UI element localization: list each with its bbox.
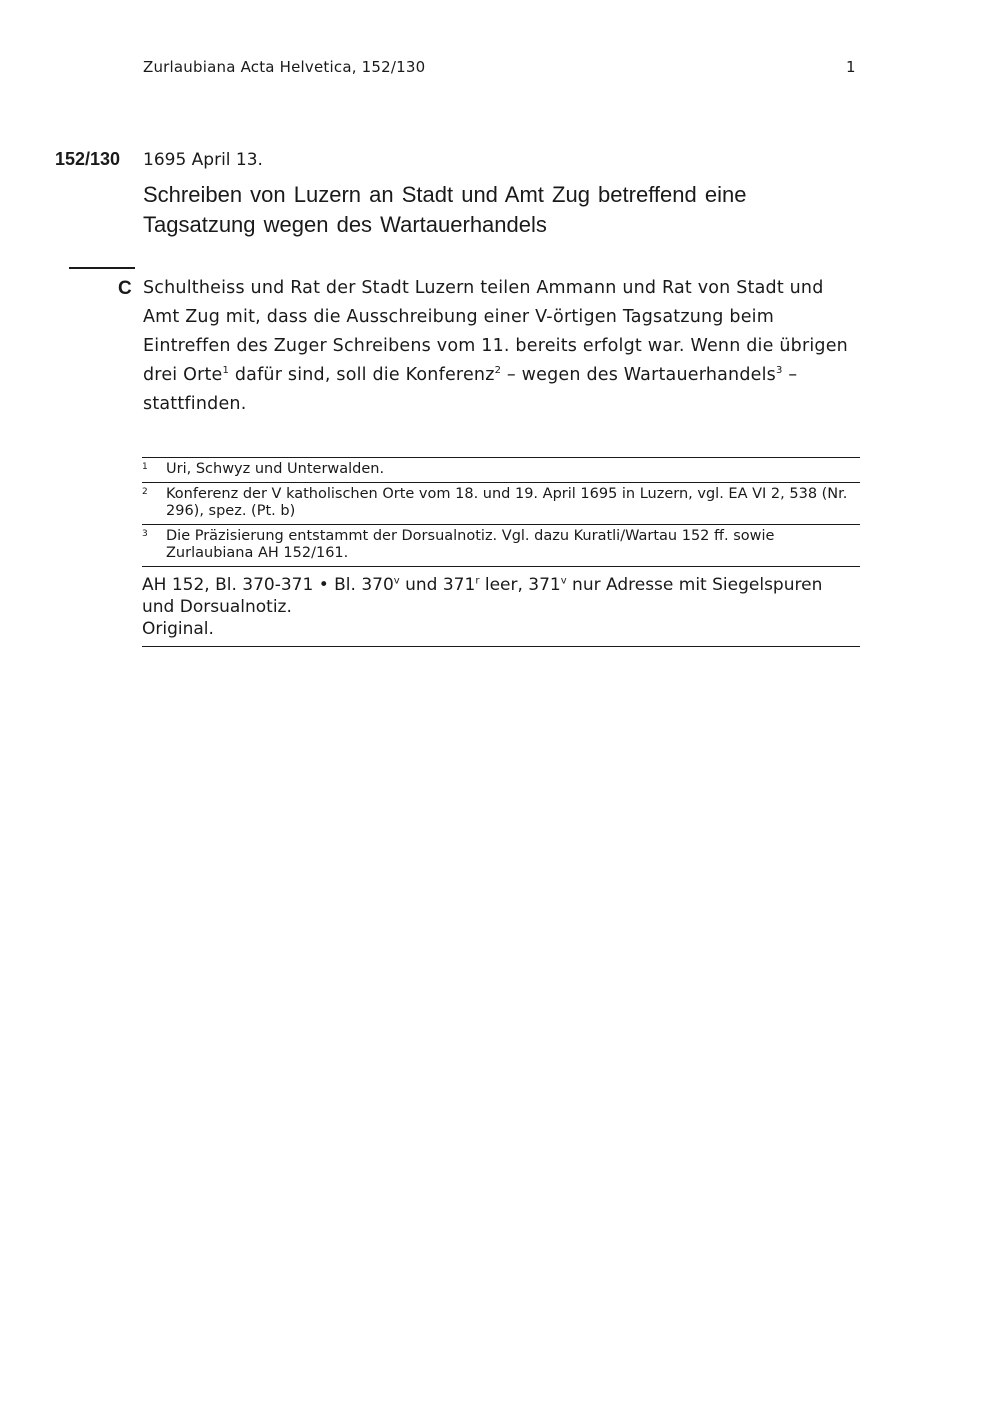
source-text: AH 152, Bl. 370-371 • Bl. 370 (142, 575, 394, 595)
document-title: Schreiben von Luzern an Stadt und Amt Zug betreffend eine Tagsatzung wegen des Wartauerhandels (143, 182, 747, 237)
summary-text: – wegen des Wartauerhandels (501, 365, 776, 385)
document-number: 152/130 (55, 149, 121, 169)
footnote (142, 525, 860, 567)
summary-text: dafür sind, soll die Konferenz (229, 365, 495, 385)
footnote-ref[interactable]: 3 (776, 365, 783, 377)
margin-rule (69, 267, 135, 269)
footnote-ref[interactable]: 2 (494, 365, 502, 377)
footnote-text: Konferenz der V katholischen Orte vom 18. und 19. April 1695 in Luzern, vgl. EA VI 2, 538 (Nr. 296), spez. (Pt. b) (166, 486, 848, 519)
running-header-title: Zurlaubiana Acta Helvetica, 152/130 (143, 58, 426, 76)
source-type: Original. (142, 619, 214, 639)
margin-letter: C (118, 278, 132, 299)
summary-text: Schultheiss und Rat der Stadt Luzern teilen Ammann und Rat von Stadt und Amt Zug mit, dass die Ausschreibung einer V-örtigen Tagsatzung beim Eintreffen des Zuger Schreibens vom 11. bereits erfolgt war. Wenn die übrigen drei Orte (143, 278, 848, 385)
document-date: 1695 April 13. (143, 150, 263, 170)
source-text: nur Adresse mit Siegelspuren und Dorsualnotiz. (142, 575, 823, 617)
footnote (142, 483, 860, 525)
source-text: leer, 371 (479, 575, 561, 595)
source-line (142, 574, 860, 618)
folio-side: r (475, 575, 480, 587)
page-number: 1 (846, 58, 856, 76)
footnote-number: 1 (142, 462, 148, 472)
folio-side: v (560, 575, 567, 587)
footnotes (142, 457, 860, 567)
footnote-number: 3 (142, 529, 148, 539)
folio-side: v (393, 575, 400, 587)
footnote (142, 458, 860, 483)
footnote-number: 2 (142, 487, 148, 497)
source-note (142, 574, 860, 647)
footnote-text: Die Präzisierung entstammt der Dorsualnotiz. Vgl. dazu Kuratli/Wartau 152 ff. sowie Zurlaubiana AH 152/161. (166, 528, 775, 561)
summary-text: – stattfinden. (143, 365, 798, 414)
footnote-text: Uri, Schwyz und Unterwalden. (166, 461, 385, 477)
source-text: und 371 (399, 575, 476, 595)
document-summary (143, 274, 859, 419)
footnote-ref[interactable]: 1 (222, 365, 230, 377)
